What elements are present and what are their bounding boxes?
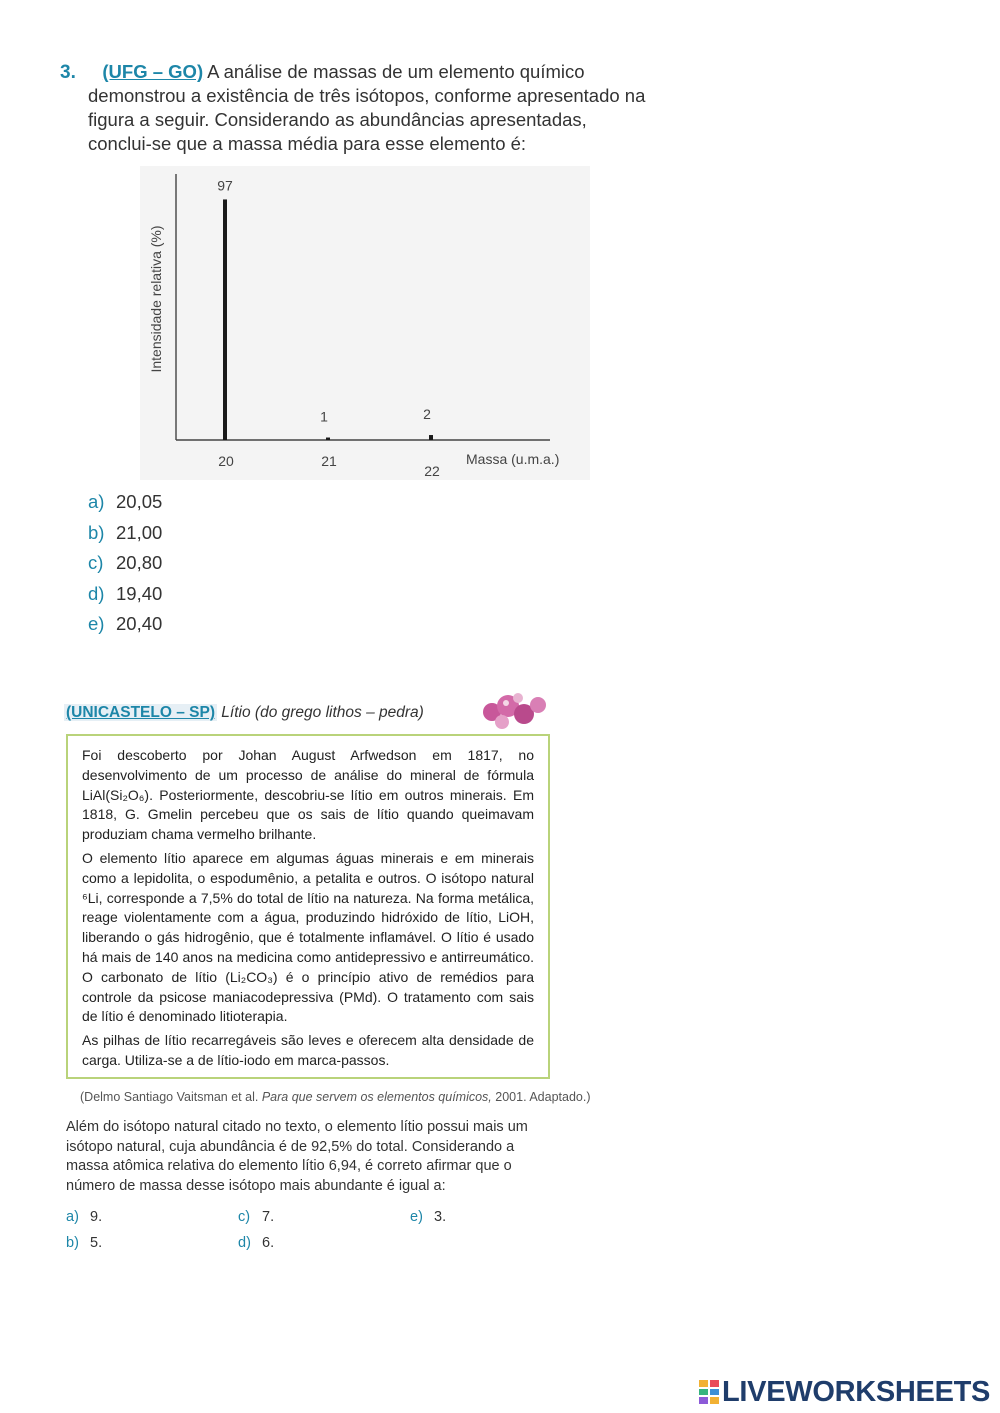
option-e[interactable]	[88, 613, 162, 644]
data-label-22: 2	[423, 406, 431, 423]
q3-options	[88, 491, 162, 644]
liveworksheets-logo[interactable]	[698, 1375, 990, 1409]
logo-text: LIVEWORKSHEETS	[722, 1375, 991, 1408]
x-tick-label-20: 20	[218, 453, 234, 469]
text-subtitle: (do grego lithos – pedra)	[254, 704, 424, 721]
q4-header	[64, 704, 424, 722]
option-a[interactable]	[88, 491, 162, 522]
question-number: 3.	[60, 62, 76, 83]
reading-text-box	[66, 734, 550, 1079]
x-tick-label-22: 22	[424, 463, 440, 479]
option-value: 19,40	[116, 582, 163, 604]
source-author: (Delmo Santiago Vaitsman et al.	[80, 1090, 259, 1104]
option-d[interactable]	[88, 583, 162, 614]
paragraph: O elemento lítio aparece em algumas águas minerais e em minerais como a lepidolita, o espodumênio, a petalita e outros. O isótopo natural ⁶Li, corresponde a 7,5% do total de lítio na natureza. Na forma metálica, reage violentamente com a água, produzindo hidróxido de lítio, LiOH, liberando o gás hidrogênio, que é totalmente inflamável. O lítio é usado há mais de 140 anos na medicina como antidepressivo e antirreumático. O carbonato de lítio (Li₂CO₃) é o princípio ativo de remédios para controle da psicose maniacodepressiva (PMd). O tratamento com sais de lítio é denominado litioterapia.	[82, 849, 534, 1025]
source-rest: 2001. Adaptado.)	[495, 1090, 591, 1104]
mass-spectrum-chart	[140, 166, 590, 480]
paragraph: Foi descoberto por Johan August Arfwedson em 1817, no desenvolvimento de um processo de análise do mineral de fórmula LiAl(Si₂O₆). Posteriormente, descobriu-se lítio em outros minerais. Em 1818, G. Gmelin percebeu que os sais de lítio quando queimavam produziam chama vermelho brilhante.	[82, 747, 534, 843]
option-b[interactable]	[66, 1235, 102, 1251]
option-letter: d)	[238, 1235, 251, 1251]
bar-mass-22	[429, 435, 433, 440]
x-tick-label-21: 21	[321, 453, 337, 469]
option-value: 5.	[90, 1235, 103, 1251]
option-value: 21,00	[116, 521, 163, 543]
option-c[interactable]	[238, 1209, 274, 1225]
bar-mass-21	[326, 438, 330, 440]
option-letter: e)	[88, 613, 105, 634]
logo-cell	[699, 1397, 708, 1404]
option-letter: d)	[88, 582, 105, 604]
option-b[interactable]	[88, 522, 162, 553]
source-title: Para que servem os elementos químicos,	[261, 1090, 492, 1104]
source-badge: (UNICASTELO – SP)	[66, 704, 215, 721]
x-axis-label: Massa (u.m.a.)	[466, 451, 560, 467]
option-letter: c)	[88, 552, 104, 573]
option-letter: b)	[88, 521, 105, 543]
y-axis-label: Intensidade relativa (%)	[148, 225, 164, 373]
paragraph: As pilhas de lítio recarregáveis são leves e oferecem alta densidade de carga. Utiliza-se a de lítio-iodo em marca-passos.	[82, 1032, 534, 1068]
option-letter: e)	[410, 1209, 423, 1225]
question-text	[88, 60, 648, 156]
logo-cell	[699, 1380, 708, 1387]
molecule-icon	[478, 690, 550, 734]
option-letter: a)	[66, 1209, 79, 1225]
bar-mass-20	[223, 199, 227, 440]
option-letter: c)	[238, 1209, 251, 1225]
option-a[interactable]	[66, 1209, 102, 1225]
option-value: 9.	[90, 1209, 103, 1225]
option-value: 6.	[262, 1235, 275, 1251]
logo-cell	[710, 1389, 719, 1395]
option-value: 7.	[262, 1209, 275, 1225]
option-value: 3.	[434, 1209, 447, 1225]
option-letter: a)	[88, 491, 105, 512]
logo-cell	[710, 1397, 719, 1404]
question-text: Além do isótopo natural citado no texto, o elemento lítio possui mais um isótopo natural, cuja abundância é de 92,5% do total. Considerando a massa atômica relativa do elemento lítio 6,94, é correto afirmar que o número de massa desse isótopo mais abundante é igual a:	[66, 1119, 528, 1194]
option-c[interactable]	[88, 552, 162, 583]
logo-cell	[710, 1380, 719, 1387]
option-value: 20,40	[116, 613, 163, 634]
question-body: A análise de massas de um elemento químico demonstrou a existência de três isótopos, conforme apresentado na figura a seguir. Considerando as abundâncias apresentadas, conclui-se que a massa média para esse elemento é:	[88, 61, 646, 154]
source-citation	[80, 1090, 591, 1104]
data-label-20: 97	[217, 177, 233, 194]
source-badge: (UFG – GO)	[102, 61, 204, 82]
option-value: 20,80	[116, 552, 163, 573]
logo-mark-icon	[698, 1379, 720, 1405]
logo-cell	[699, 1389, 708, 1395]
option-value: 20,05	[116, 491, 163, 512]
chart-background	[140, 166, 590, 480]
option-letter: b)	[66, 1235, 79, 1251]
option-e[interactable]	[410, 1209, 446, 1225]
option-d[interactable]	[238, 1235, 274, 1251]
text-title: Lítio	[221, 704, 251, 721]
data-label-21: 1	[320, 408, 328, 425]
chart-svg	[140, 166, 590, 480]
